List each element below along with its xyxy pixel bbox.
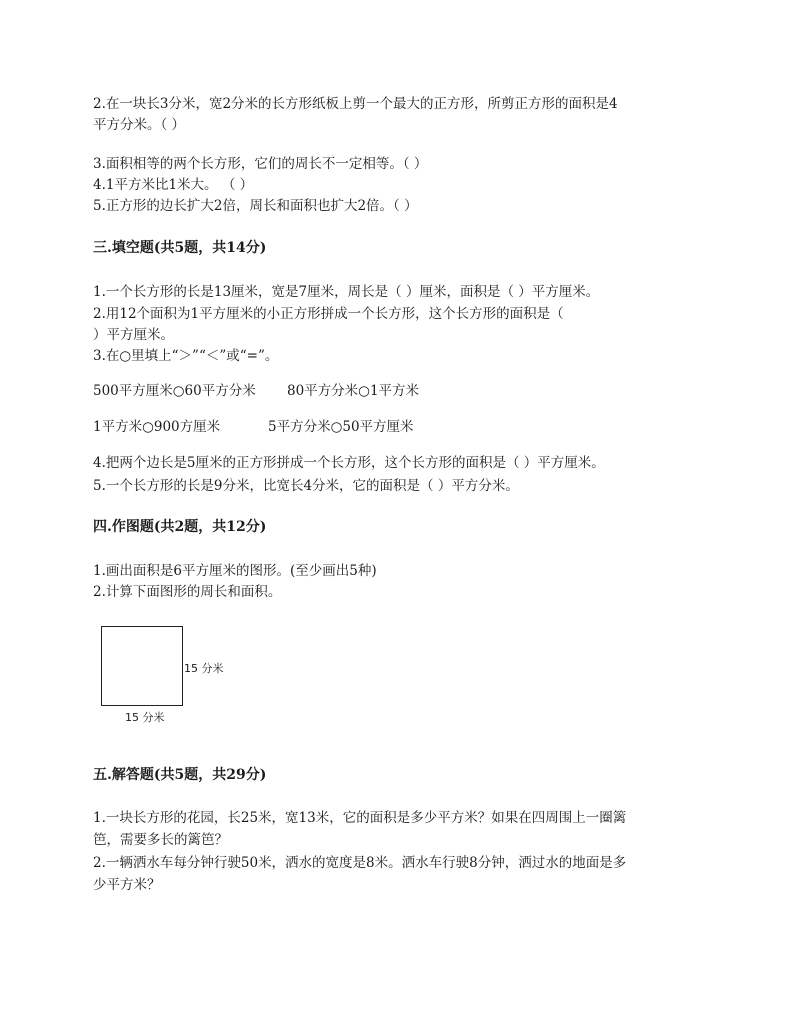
compare-row2-a: 1平方米○900方厘米 xyxy=(93,419,221,435)
section3-heading: 三.填空题(共5题，共14分) xyxy=(93,240,267,256)
fill-q2-line2: ）平方厘米。 xyxy=(93,327,174,343)
square-side-label-right: 15 分米 xyxy=(184,662,224,675)
fill-q4: 4.把两个边长是5厘米的正方形拼成一个长方形，这个长方形的面积是（ ）平方厘米。 xyxy=(93,455,605,471)
judge-q2-line1: 2.在一块长3分米，宽2分米的长方形纸板上剪一个最大的正方形，所剪正方形的面积是4 xyxy=(93,96,618,112)
solve-q2-line1: 2.一辆洒水车每分钟行驶50米，洒水的宽度是8米。洒水车行驶8分钟，洒过水的地面是多 xyxy=(93,855,627,871)
solve-q1-line2: 笆，需要多长的篱笆？ xyxy=(93,832,228,848)
judge-q4: 4.1平方米比1米大。 （ ） xyxy=(93,177,254,193)
fill-q1: 1.一个长方形的长是13厘米，宽是7厘米，周长是（ ）厘米，面积是（ ）平方厘米。 xyxy=(93,284,600,300)
square-figure xyxy=(101,626,183,706)
compare-row1-a: 500平方厘米○60平方分米 xyxy=(93,383,256,399)
draw-q2: 2.计算下面图形的周长和面积。 xyxy=(93,584,282,600)
solve-q1-line1: 1.一块长方形的花园，长25米，宽13米，它的面积是多少平方米？如果在四周围上一圈篱 xyxy=(93,810,627,826)
judge-q5: 5.正方形的边长扩大2倍，周长和面积也扩大2倍。（ ） xyxy=(93,198,418,214)
section4-heading: 四.作图题(共2题，共12分) xyxy=(93,519,267,535)
compare-row2-b: 5平方分米○50平方厘米 xyxy=(268,419,414,435)
fill-q3: 3.在○里填上“＞”“＜”或“=”。 xyxy=(93,348,279,364)
judge-q3: 3.面积相等的两个长方形，它们的周长不一定相等。（ ） xyxy=(93,156,428,172)
compare-row1-b: 80平方分米○1平方米 xyxy=(287,383,420,399)
fill-q2-line1: 2.用12个面积为1平方厘米的小正方形拼成一个长方形，这个长方形的面积是（ xyxy=(93,306,564,322)
square-side-label-bottom: 15 分米 xyxy=(125,711,165,724)
judge-q2-line2: 平方分米。（ ） xyxy=(93,117,186,133)
solve-q2-line2: 少平方米？ xyxy=(93,877,161,893)
draw-q1: 1.画出面积是6平方厘米的图形。(至少画出5种) xyxy=(93,563,377,579)
section5-heading: 五.解答题(共5题，共29分) xyxy=(93,767,267,783)
fill-q5: 5.一个长方形的长是9分米，比宽长4分米，它的面积是（ ）平方分米。 xyxy=(93,478,519,494)
